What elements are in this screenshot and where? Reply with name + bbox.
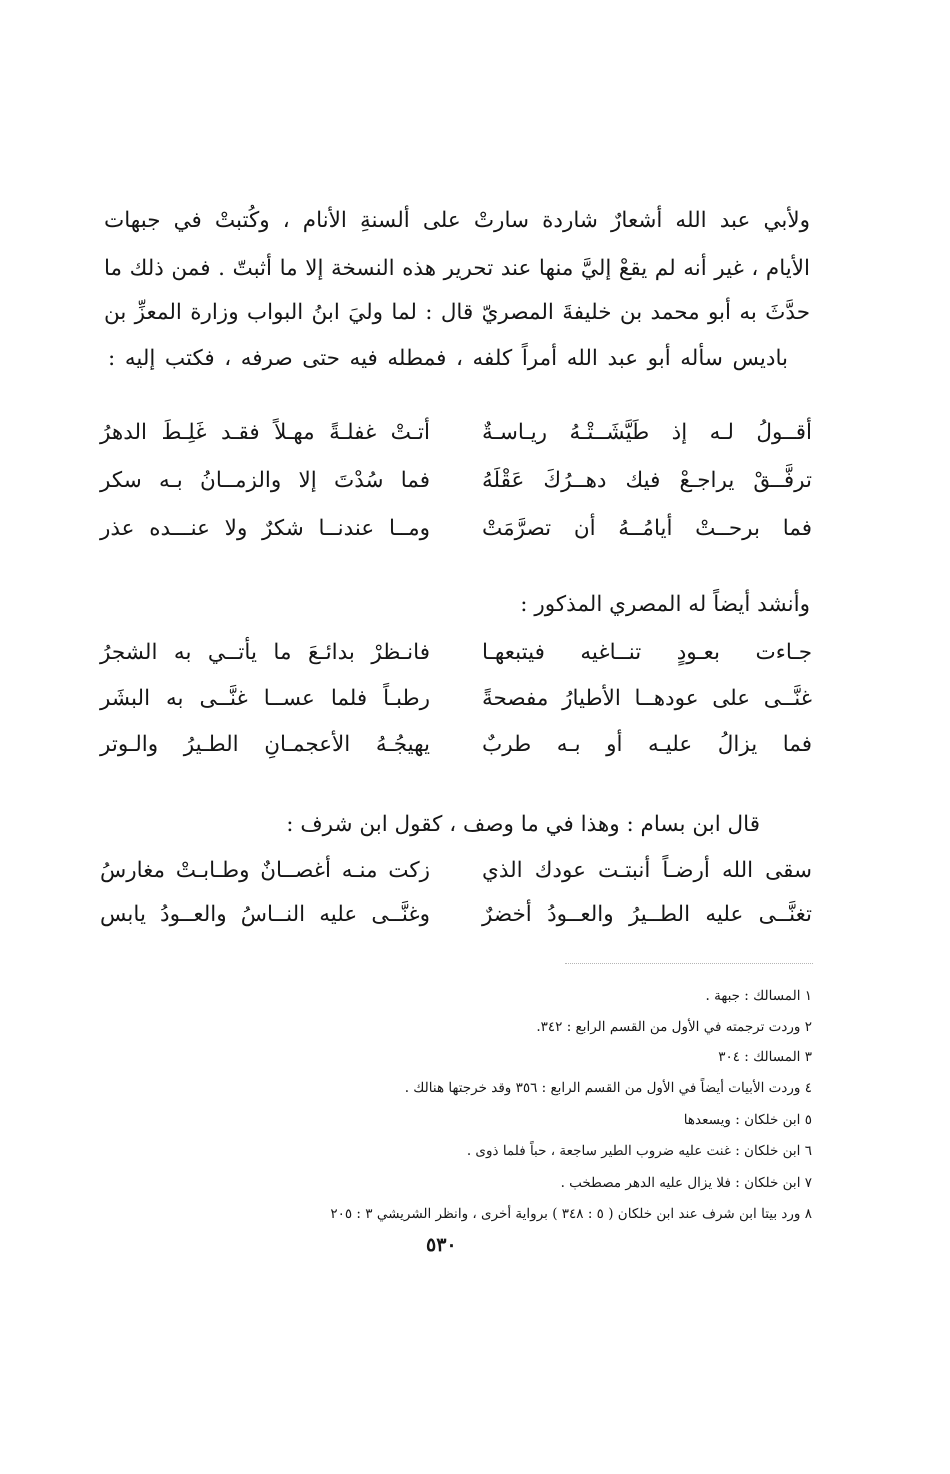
poem-2-intro: وأنشد أيضاً له المصري المذكور : xyxy=(520,592,810,617)
verse-first-hemistich: جـاءت بعـودٍ تنــاغيه فيتبعهـا xyxy=(482,640,812,665)
verse-first-hemistich: ترفَّــقْ يراجـعْ فيك دهــرُكَ عَقْلَهُ xyxy=(482,468,812,493)
footnote: ٣ المسالك : ٣٠٤ xyxy=(718,1049,812,1065)
verse-second-hemistich: ومــا عندنــا شكرٌ ولا عنـــده عذر xyxy=(100,516,430,541)
verse-first-hemistich: فما يزالُ عليـه أو بـه طربٌ xyxy=(482,732,812,757)
paragraph-line: باديس سأله أبو عبد الله أمراً كلفه ، فمطله فيه حتى صرفه ، فكتب إليه : xyxy=(108,346,788,371)
footnote: ٨ ورد بيتا ابن شرف عند ابن خلكان ( ٥ : ٣٤٨ ) برواية أخرى ، وانظر الشريشي ٣ : ٢٠٥ xyxy=(330,1206,812,1222)
footnote: ٤ وردت الأبيات أيضاً في الأول من القسم الرابع : ٣٥٦ وقد خرجتها هنالك . xyxy=(404,1080,812,1096)
verse xyxy=(100,858,812,902)
verse-second-hemistich: يهيجُـهُ الأعجمـانِ الطـيرُ والـوتر xyxy=(100,732,430,757)
footnote: ٢ وردت ترجمته في الأول من القسم الرابع : ٣٤٢. xyxy=(536,1019,812,1035)
verse-first-hemistich: سقى الله أرضـاً أنبتـت عودك الذي xyxy=(482,858,812,883)
verse-second-hemistich: فما سُدْتَ إلا والزمــانُ بـه سكر xyxy=(100,468,430,493)
poem-3-intro: قال ابن بسام : وهذا في ما وصف ، كقول ابن شرف : xyxy=(286,812,760,837)
verse-second-hemistich: أتـتْ غفلـةً مهـلاً فقـد غَلِـطَ الدهرُ xyxy=(100,420,430,445)
footnote: ٥ ابن خلكان : ويسعدها xyxy=(683,1112,812,1128)
verse-first-hemistich: أقــولُ لـه إذ طَيَّشَــتْـهُ ريـاسـةٌ xyxy=(482,420,812,445)
paragraph-line: حدَّثَ به أبو محمد بن خليفةَ المصريّ قال : لما وليَ ابنُ البواب وزارة المعزِّ بن xyxy=(104,300,810,325)
verse-first-hemistich: فما برحــتْ أيامُــهُ أن تصرَّمَتْ xyxy=(482,516,812,541)
verse-second-hemistich: زكت منـه أغصــانٌ وطـابـتْ مغارسُ xyxy=(100,858,430,883)
paragraph-line: ولأبي عبد الله أشعارٌ شاردة سارتْ على ألسنةِ الأنام ، وكُتبتْ في جبهات xyxy=(104,208,810,233)
paragraph-line: الأيام ، غير أنه لم يقعْ إليَّ منها عند تحرير هذه النسخة إلا ما أثبتّ . فمن ذلك ما xyxy=(104,256,810,281)
verse xyxy=(100,468,812,512)
page-number: ٥٣٠ xyxy=(426,1234,457,1256)
verse xyxy=(100,686,812,730)
verse xyxy=(100,640,812,684)
verse xyxy=(100,516,812,560)
verse xyxy=(100,902,812,946)
verse-first-hemistich: تغنَّــى عليه الطــيرُ والعــودُ أخضرٌ xyxy=(482,902,812,927)
verse xyxy=(100,732,812,776)
verse-first-hemistich: غنَّــى على عودهــا الأطيارُ مفصحةً xyxy=(482,686,812,711)
footnote: ١ المسالك : جبهة . xyxy=(705,988,812,1004)
footnote: ٦ ابن خلكان : غنت عليه ضروب الطير ساجعة ، حباً فلما ذوى . xyxy=(466,1143,812,1159)
footnote-separator xyxy=(565,963,813,964)
verse-second-hemistich: وغنَّــى عليه النــاسُ والعــودُ يابس xyxy=(100,902,430,927)
verse xyxy=(100,420,812,464)
verse-second-hemistich: رطبـاً فلما عســا غنَّــى به البشَر xyxy=(100,686,430,711)
footnote: ٧ ابن خلكان : فلا يزال عليه الدهر مصطخب . xyxy=(560,1175,812,1191)
verse-second-hemistich: فانـظرْ بدائـعَ ما يأتــي به الشجرُ xyxy=(100,640,430,665)
